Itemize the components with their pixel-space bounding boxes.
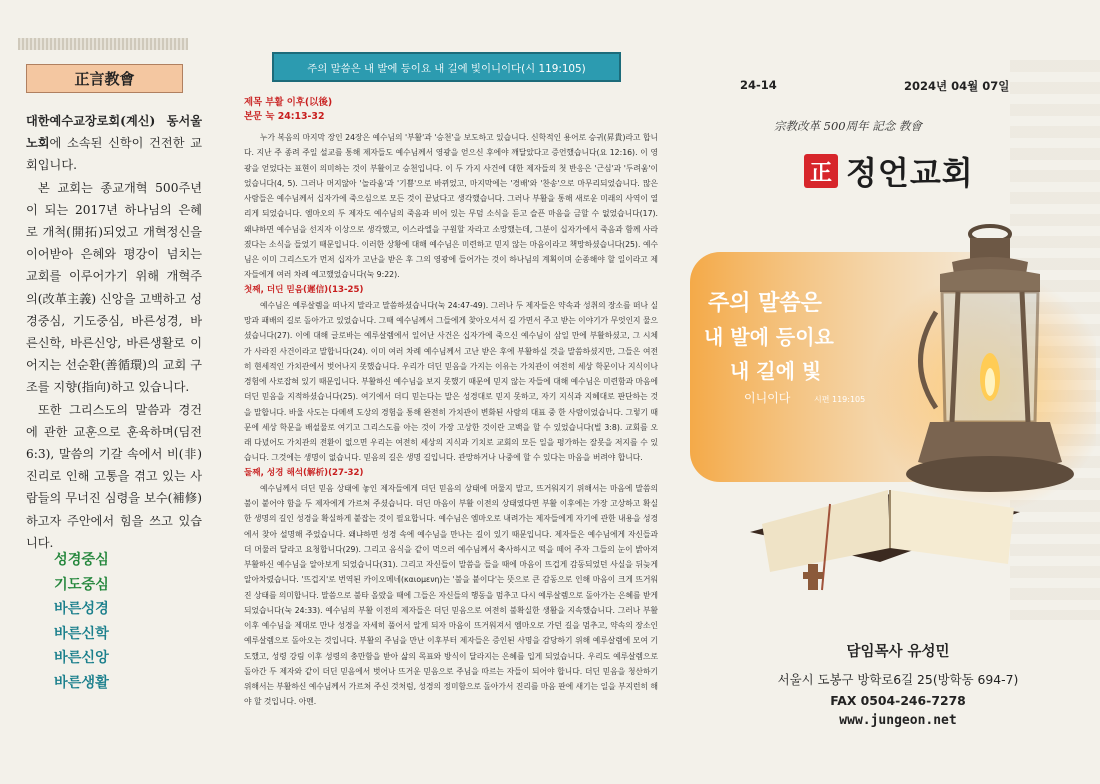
left-column xyxy=(14,0,226,784)
lamp-and-bible-illustration xyxy=(690,212,1096,592)
intro-text: 에 소속된 신학이 건전한 교회입니다. xyxy=(26,136,202,173)
church-name-title: 정언교회 xyxy=(846,154,974,192)
sermon-meta xyxy=(244,96,332,124)
sermon-scripture: 본문 눅 24:13-32 xyxy=(244,111,325,122)
cover-column xyxy=(664,0,1100,784)
svg-text:시편 119:105: 시편 119:105 xyxy=(814,395,866,404)
anniversary-subtitle: 宗教改革 500周年 記念 教會 xyxy=(774,119,922,133)
history-paragraph: 본 교회는 종교개혁 500주년이 되는 2017년 하나님의 은혜로 개척(開拓)되었고 개혁정신을 이어받아 은혜와 평강이 넘치는 교회를 이루어가기 위해 개혁주의(改革主義) 신앙을 고백하고 성경중심, 기도중심, 바른성경, 바른신학, 바른신앙, 바른생활로 이어지는 선순환(善循環)의 교회 구조를 지향(指向)하고 있습니다. xyxy=(26,180,202,395)
pastor-name: 담임목사 유성민 xyxy=(846,644,950,660)
intro-paragraph xyxy=(26,110,202,177)
section-heading-1: 첫째, 더딘 믿음(遲信)(13-25) xyxy=(244,284,364,295)
church-introduction xyxy=(26,110,202,554)
sermon-intro-paragraph: 누가 복음의 마지막 장인 24장은 예수님의 '부활'과 '승천'을 보도하고 있습니다. 신학적인 용어로 승귀(昇貴)라고 합니다. 지난 주 종려 주일 설교를 통해 제자들도 예수님께서 영광을 얻으신 후에야 깨달았다고 증언했습니다(요 12:16). 이 영광을 얻었다는 표현이 의미하는 것이 부활이고 승천입니다. 이 두 가지 사건에 대한 제자들의 첫 반응은 '근심'과 '두려움'이었습니다(4, 5). 그러나 머지않아 '놀라움'과 '기쁨'으로 바뀌었고, 마지막에는 '경배'와 '찬송'으로 마무리되었습니다. 많은 사람들은 예수님께서 십자가에 죽으심으로 모든 것이 끝났다고 생각했습니다. 그러나 부활을 통해 새로운 미래의 사역이 열리게 되었습니다. 엠마오의 두 제자도 예수님의 죽음과 비어 있는 무덤 소식을 듣고 슬픈 마음을 금할 수 없었습니다(17). 왜냐하면 예수님을 선지자 이상으로 생각했고, 이스라엘을 구원할 자라고 소망했는데, 그분이 십자가에서 죽음과 함께 사라졌다는 소식을 들었기 때문입니다. 이러한 상황에 대해 예수님은 미련하고 믿지 않는 마음이라고 책망하셨습니다(25). 예수님은 이미 그리스도가 먼저 십자가 고난을 받은 후 그의 영광에 들어가는 것이 하나님의 계획이며 순종해야 할 일이라고 제자들에게 여러 차례 예고했었습니다(눅 9:22). xyxy=(244,133,658,280)
church-address: 서울시 도봉구 방학로6길 25(방학동 694-7) xyxy=(777,672,1019,687)
church-contact-block xyxy=(768,640,1028,728)
verse-banner: 주의 말씀은 내 발에 등이요 내 길에 빛이니이다(시 119:105) xyxy=(272,52,621,82)
issue-number: 24-14 xyxy=(740,78,777,92)
svg-text:내 길에 빛: 내 길에 빛 xyxy=(730,359,822,383)
website-url: www.jungeon.net xyxy=(839,713,957,728)
pillar-item: 성경중심 xyxy=(54,552,109,568)
section-1-paragraph: 예수님은 예루살렘을 떠나지 말라고 말씀하셨습니다(눅 24:47-49). 그러나 두 제자들은 약속과 성취의 장소를 떠나 실망과 패배의 길로 돌아가고 있었습니다. 그때 예수님께서 그들에게 찾아오셔서 길 가면서 주고 받는 이야기가 무엇인지 물으셨습니다(27). 이에 대해 글로바는 예루살렘에서 일어난 사건은 십자가에 죽으신 예수님이 삼일 만에 부활하셨고, 그 시체가 사라진 사건이라고 말합니다(24). 이미 여러 차례 예수님께서 고난 받은 후에 부활하실 것을 말씀하셨지만, 그들은 여전히 현세적인 가치관에서 벗어나지 못했습니다. 우리가 더딘 믿음을 가지는 이유는 가치관이 여전히 세상 학문이나 지식이나 경험에 사로잡혀 있기 때문입니다. 부활하신 예수님을 보지 못했기 때문에 믿지 않는 자들에 대해 예수님은 미련함과 마음에 더딘 믿음을 지적하셨습니다(25). 여기에서 더디 믿는다는 말은 성경대로 믿지 못하고, 자기 지식과 지혜대로 판단하는 것을 말합니다. 바울 사도는 다메섹 도상의 경험을 통해 완전히 가치관이 변화된 사람의 대표 중 한 사람이었습니다. 그렇기 때문에 세상 학문을 배설물로 여기고 그리스도를 아는 것이 가장 고상한 것이란 고백을 할 수 있었습니다(빌 3:8). 교회를 오래 다녔어도 가치관의 전환이 없으면 우리는 여전히 세상의 지식과 기치로 교회의 모든 일을 평가하는 잘못을 저지를 수 있습니다. 그것에는 생명이 없습니다. 믿음의 길은 생명 길입니다. 관망하거나 나중에 할 수 있다는 마음을 버려야 합니다. xyxy=(244,300,658,463)
svg-text:이니이다: 이니이다 xyxy=(744,391,791,405)
pillar-item: 기도중심 xyxy=(54,576,109,593)
pillar-item: 바른성경 xyxy=(54,601,109,617)
church-name-box: 正言教會 xyxy=(26,64,183,93)
section-heading-2: 둘째, 성경 해석(解析)(27-32) xyxy=(244,467,364,478)
denomination-label: 대한예수교장로회(계신) 동서울 노회 xyxy=(26,114,202,151)
pillar-item: 바른신학 xyxy=(54,625,109,642)
decorative-stripe xyxy=(18,38,188,50)
fax-number: FAX 0504-246-7278 xyxy=(830,693,966,708)
pillar-item: 바른생활 xyxy=(54,674,109,691)
mission-paragraph: 또한 그리스도의 말씀과 경건에 관한 교훈으로 훈육하며(딤전 6:3), 말씀의 기갈 속에서 비(非) 진리로 인해 고통을 겪고 있는 사람들의 무너진 심령을 보수(補修)하고자 주안에서 힘을 쓰고 있습니다. xyxy=(26,402,202,550)
open-bible-icon xyxy=(750,490,1020,590)
sermon-column xyxy=(230,0,660,784)
sermon-title: 제목 부활 이후(以後) xyxy=(244,97,333,108)
pillar-item: 바른신앙 xyxy=(54,650,109,666)
section-2-paragraph: 예수님께서 더딘 믿음 상태에 놓인 제자들에게 더딘 믿음의 상태에 머물지 말고, 뜨거워지기 위해서는 마음에 말씀의 불이 붙어야 함을 두 제자에게 가르쳐 주셨습니다. 더딘 마음이 부활 이전의 상태였다면 부활 이후에는 가장 고상하고 확실한 생명의 길인 성경을 확실하게 붙잡는 것이 필요합니다. 예수님은 엠마오로 내려가는 제자들에게 자기에 관한 내용을 성경에서 찾아 설명해 주었습니다. 왜냐하면 성경 속에 예수님을 만나는 길이 있기 때문입니다. 제자들은 예수님에게 자신들과 더 머물러 달라고 요청합니다(29). 그리고 음식을 같이 먹으러 예수님께서 축사하시고 떡을 떼어 주자 그들의 눈이 밝아져 부활하신 예수님을 알아보게 되었습니다(31). 그리고 자신들이 말씀을 들을 때에 마음이 뜨겁게 감동되었던 사실을 뒤늦게 알아차렸습니다. '뜨겁지'로 번역된 카이오메네(καιομενη)는 '불을 붙이다'는 뜻으로 큰 감동으로 인해 마음이 크게 뜨거워진 상태를 의미합니다. 말씀으로 불타 올랐을 때에 그들은 자신들의 행동을 멈추고 다시 예루살렘으로 돌아가는 은혜를 받게 되었습니다(눅 24:33). 예수님의 부활 이전의 제자들은 더딘 믿음으로 여전히 불확실한 생활을 지속했습니다. 그러나 부활 이후 예수님을 제대로 만나 성경을 자세히 풀어서 알게 되자 마음이 뜨거워져서 엠마오로 가던 길을 멈추고, 약속의 장소인 예루살렘으로 돌아오는 것입니다. 부활의 주님을 만난 이후부터 제자들은 증인된 사명을 감당하기 위해 예루살렘에 모여 기도했고, 성령 강림 이후 성령의 충만함을 받아 삶의 목표와 방식이 달라지는 은혜를 입게 되었습니다. 우리도 예루살렘으로 돌아간 두 제자와 같이 더딘 믿음에서 벗어나 뜨거운 믿음으로 주님을 따르는 자들이 되어야 합니다. 더딘 믿음을 청산하기 위해서는 부활하신 예수님께서 가르쳐 주신 것처럼, 성경의 정미함으로 돌아가서 진리를 마음 판에 새기는 일을 부지런히 해야 할 것입니다. 아멘. xyxy=(244,483,658,707)
church-pillars-list xyxy=(54,548,204,695)
sermon-body xyxy=(244,130,658,710)
svg-text:내 발에 등이요: 내 발에 등이요 xyxy=(704,325,834,349)
church-logo-icon: 正 xyxy=(804,154,838,188)
svg-text:주의 말씀은: 주의 말씀은 xyxy=(708,291,822,316)
issue-date: 2024년 04월 07일 xyxy=(904,79,1010,93)
